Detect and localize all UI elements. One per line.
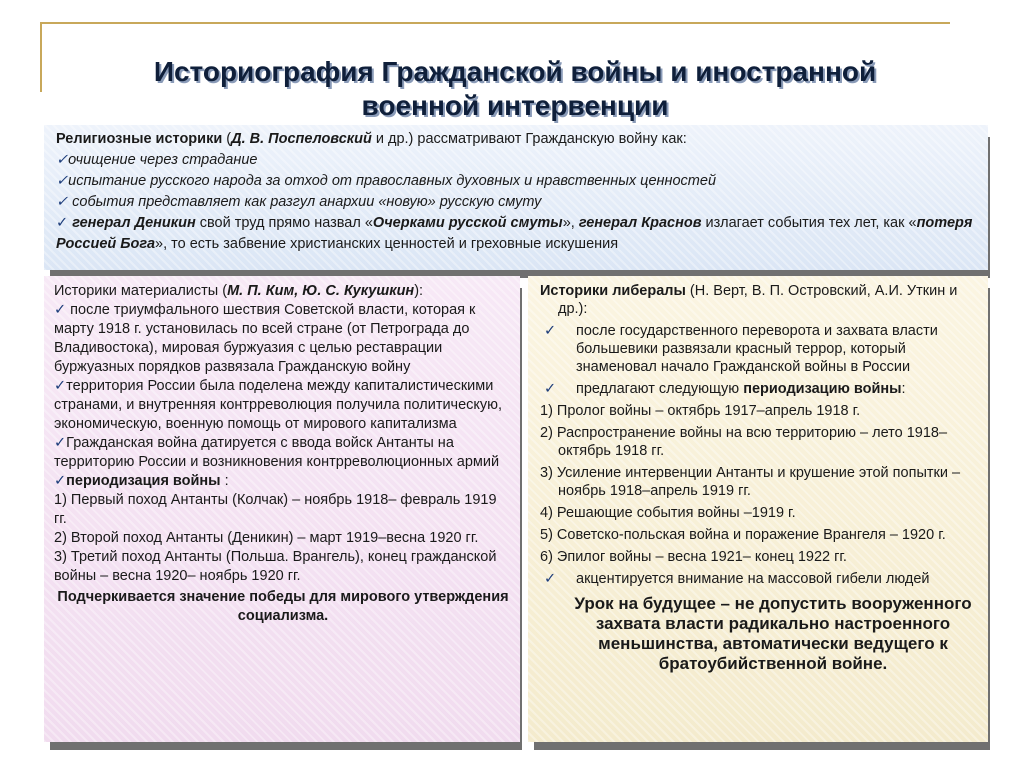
check-icon: ✓: [54, 435, 67, 451]
liberals-period: 1) Пролог войны – октябрь 1917–апрель 1918 г.: [540, 403, 861, 419]
liberals-item: ✓ предлагают следующую периодизацию войны:: [544, 381, 906, 397]
materialists-periodization-label: ✓периодизация войны :: [54, 473, 229, 489]
liberals-period: 2) Распространение войны на всю территорию – лето 1918–октябрь 1918 гг.: [540, 425, 948, 459]
decorative-left-line: [40, 22, 42, 92]
religious-item: ✓испытание русского народа за отход от православных духовных и нравственных ценностей: [56, 173, 717, 189]
liberals-period: 4) Решающие события войны –1919 г.: [540, 505, 796, 521]
title-line-1: Историография Гражданской войны и иностранной: [153, 56, 877, 87]
religious-item: ✓ события представляет как разгул анархии «новую» русскую смуту: [56, 194, 542, 210]
liberals-period: 3) Усиление интервенции Антанты и крушение этой попытки – ноябрь 1918–апрель 1919 гг.: [540, 465, 961, 499]
materialists-period: 2) Второй поход Антанты (Деникин) – март 1919–весна 1920 гг.: [54, 530, 479, 546]
religious-item: ✓очищение через страдание: [56, 152, 258, 168]
check-icon: ✓: [544, 381, 557, 397]
religious-item-generals: ✓ генерал Деникин свой труд прямо назвал «Очерками русской смуты», генерал Краснов излагает события тех лет, как «потеря Россией Бога», то есть забвение христианских ценностей и греховные искушения: [56, 215, 973, 252]
materialists-item: ✓Гражданская война датируется с ввода войск Антанты на территорию России и возникновения контрреволюционных армий: [54, 435, 500, 470]
page-title: [70, 55, 960, 123]
check-icon: ✓: [56, 194, 69, 210]
materialists-item: ✓ после триумфального шествия Советской власти, которая к марту 1918 г. установилась по всей стране (от Петрограда до Владивостока), мировая буржуазия с целью реставрации буржуазных порядков развязала Гражданскую войну: [54, 302, 476, 375]
check-icon: ✓: [54, 302, 67, 318]
religious-historians-panel: [44, 125, 988, 270]
check-icon: ✓: [544, 323, 557, 339]
liberals-lead: Историки либералы (Н. Верт, В. П. Островский, А.И. Уткин и др.):: [540, 283, 958, 317]
materialists-period: 1) Первый поход Антанты (Колчак) – ноябрь 1918– февраль 1919 гг.: [54, 492, 497, 527]
check-icon: ✓: [544, 571, 557, 587]
liberals-lesson: Урок на будущее – не допустить вооруженного захвата власти радикально настроенного меньшинства, автоматически ведущего к братоубийственной войне.: [574, 594, 972, 673]
check-icon: ✓: [56, 173, 69, 189]
religious-lead: Религиозные историки (Д. В. Поспеловский и др.) рассматривают Гражданскую войну как:: [56, 131, 687, 147]
materialist-historians-panel: [44, 276, 520, 742]
title-line-2: военной интервенции: [361, 90, 669, 121]
check-icon: ✓: [56, 152, 69, 168]
liberals-item: ✓ акцентируется внимание на массовой гибели людей: [544, 571, 930, 587]
liberals-item: ✓ после государственного переворота и захвата власти большевики развязали красный террор, который знаменовал начало Гражданской войны в России: [544, 323, 938, 375]
materialists-conclusion: Подчеркивается значение победы для мирового утверждения социализма.: [57, 589, 509, 624]
materialists-item: ✓территория России была поделена между капиталистическими странами, и внутренняя контрреволюция получила политическую, экономическую, военную помощь от мирового капитализма: [54, 378, 503, 432]
liberals-period: 5) Советско-польская война и поражение Врангеля – 1920 г.: [540, 527, 946, 543]
liberal-historians-panel: [528, 276, 988, 742]
check-icon: ✓: [54, 473, 67, 489]
liberals-period: 6) Эпилог войны – весна 1921– конец 1922 гг.: [540, 549, 847, 565]
materialists-period: 3) Третий поход Антанты (Польша. Врангель), конец гражданской войны – весна 1920– ноябрь 1920 гг.: [54, 549, 497, 584]
decorative-top-line: [40, 22, 950, 24]
materialists-lead: Историки материалисты (М. П. Ким, Ю. С. Кукушкин):: [54, 283, 424, 299]
check-icon: ✓: [56, 215, 69, 231]
check-icon: ✓: [54, 378, 67, 394]
